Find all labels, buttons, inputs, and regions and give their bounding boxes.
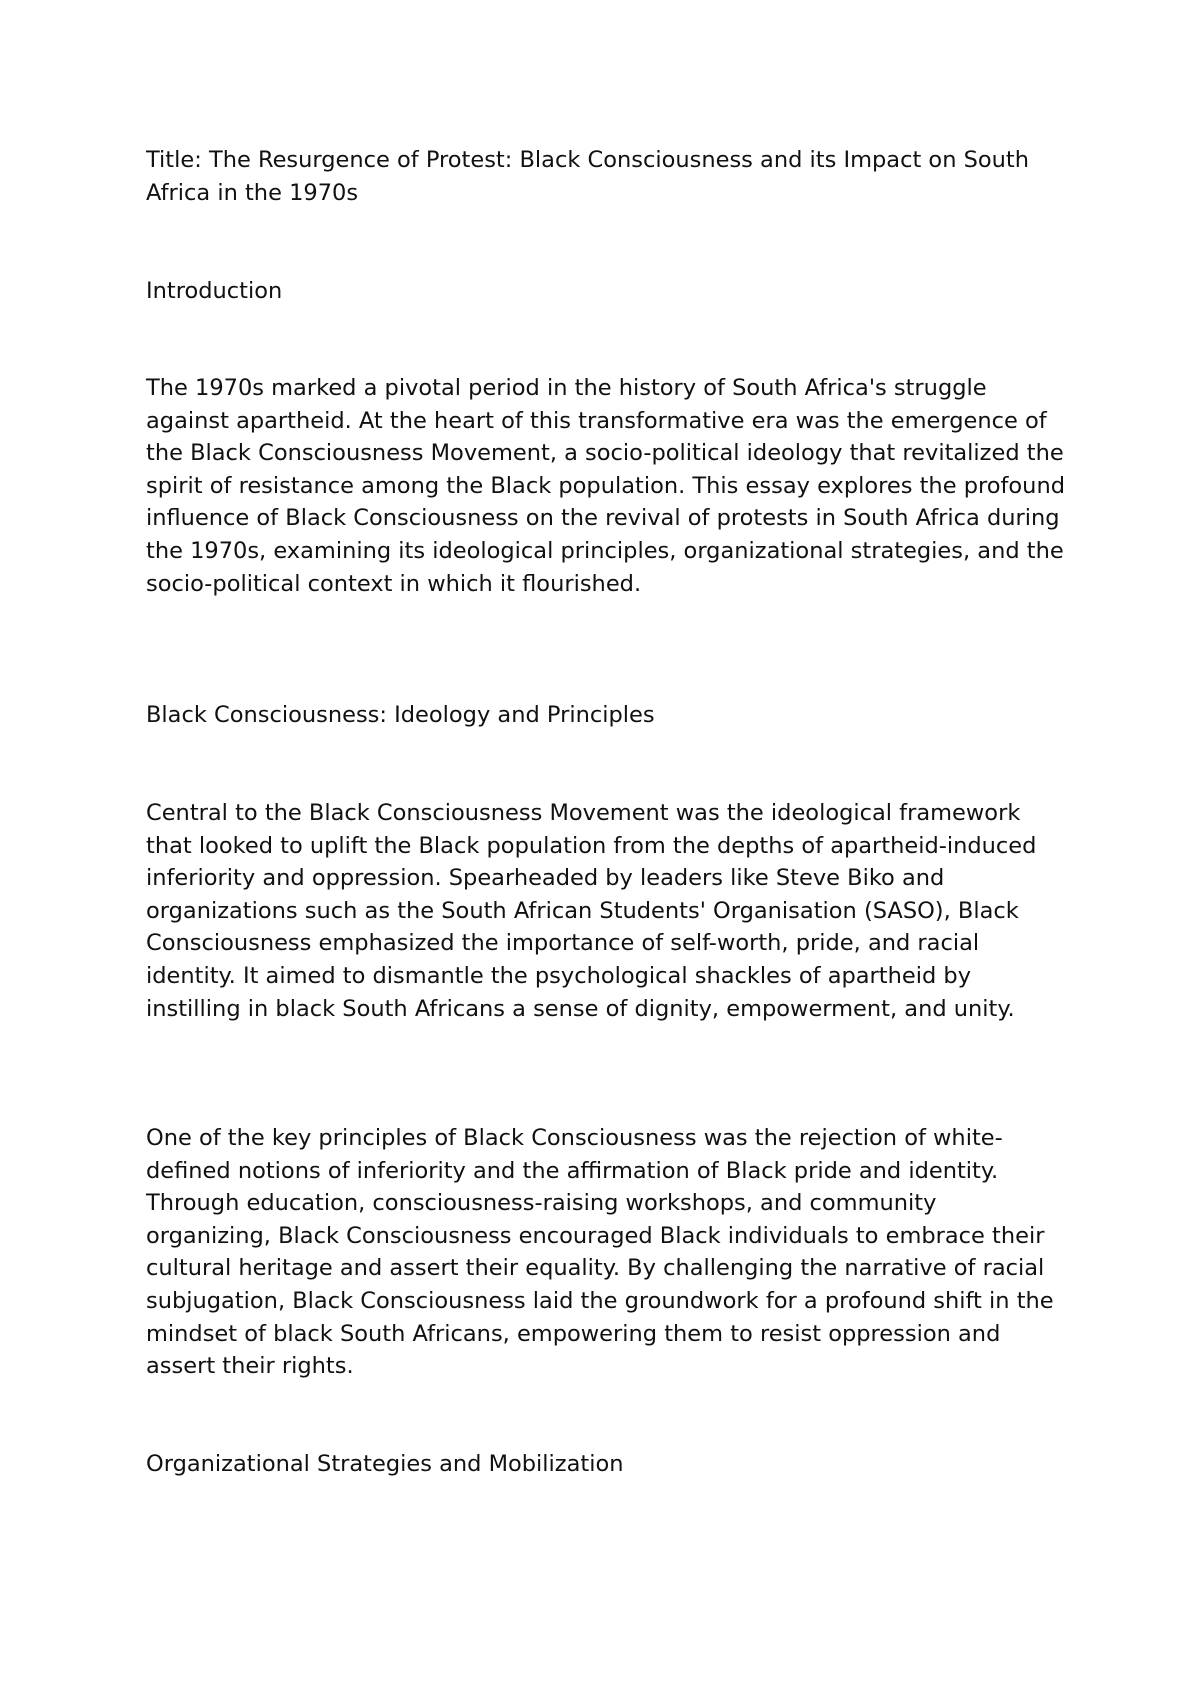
introduction-paragraph: The 1970s marked a pivotal period in the history of South Africa's struggle against apartheid. At the heart of this transformative era was the emergence of the Black Consciousness Movement, a socio-political ideology that revitalized the spirit of resistance among the Black population. This essay explores the profound influence of Black Consciousness on the revival of protests in South Africa during the 1970s, examining its ideological principles, organizational strategies, and the socio-political context in which it flourished. — [146, 375, 1065, 597]
ideology-paragraph-2: One of the key principles of Black Consciousness was the rejection of white-defined notions of inferiority and the affirmation of Black pride and identity. Through education, consciousness-raising workshops, and community organizing, Black Consciousness encouraged Black individuals to embrace their cultural heritage and assert their equality. By challenging the narrative of racial subjugation, Black Consciousness laid the groundwork for a profound shift in the mindset of black South Africans, empowering them to resist oppression and assert their rights. — [146, 1125, 1054, 1380]
section-heading-introduction: Introduction — [146, 278, 283, 304]
ideology-paragraph-1: Central to the Black Consciousness Movement was the ideological framework that looked to uplift the Black population from the depths of apartheid-induced inferiority and oppression. Spearheaded by leaders like Steve Biko and organizations such as the South African Students' Organisation (SASO), Black Consciousness emphasized the importance of self-worth, pride, and racial identity. It aimed to dismantle the psychological shackles of apartheid by instilling in black South Africans a sense of dignity, empowerment, and unity. — [146, 800, 1037, 1022]
section-heading-organization: Organizational Strategies and Mobilization — [146, 1451, 624, 1477]
document-title: Title: The Resurgence of Protest: Black Consciousness and its Impact on South Africa in the 1970s — [146, 147, 1030, 206]
section-heading-ideology: Black Consciousness: Ideology and Principles — [146, 702, 655, 728]
